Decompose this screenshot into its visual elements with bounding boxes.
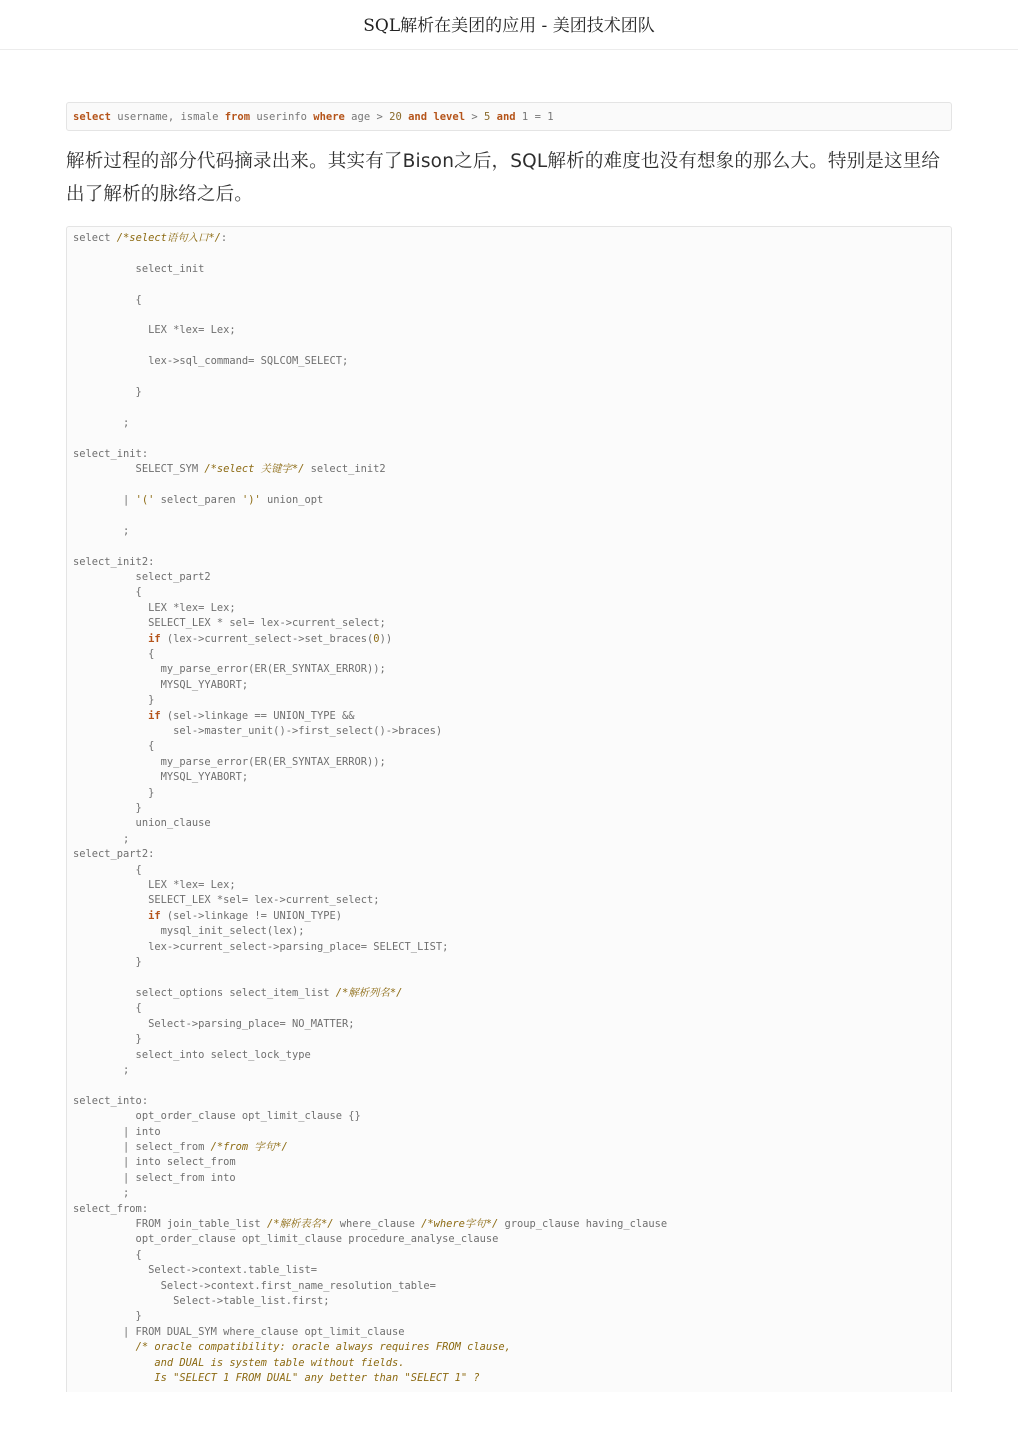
code-line: [73, 755, 945, 770]
inline-code-token: >: [465, 110, 484, 123]
page-title: SQL解析在美团的应用 - 美团技术团队: [363, 15, 655, 36]
code-token: select_init: [73, 262, 205, 275]
code-token: MYSQL_YYABORT;: [73, 678, 249, 691]
code-token: :: [220, 232, 228, 244]
code-token: ;: [73, 1187, 130, 1200]
code-line: [73, 524, 945, 539]
code-line: [73, 724, 945, 739]
code-line: [73, 508, 945, 523]
inline-code-token: age >: [344, 110, 390, 123]
code-comment: /*解析列名*/: [335, 986, 403, 999]
code-token: select_paren: [154, 493, 242, 506]
code-token: sel->master_unit()->first_select()->braces): [73, 725, 443, 737]
code-token: | select_from: [73, 1140, 211, 1153]
inline-code-token: and: [408, 110, 428, 123]
code-token: SELECT_LEX *sel= lex->current_select;: [73, 894, 380, 907]
code-line: [73, 493, 945, 508]
code-line: [73, 1155, 945, 1170]
code-line: [73, 1063, 945, 1078]
code-token: select_into select_lock_type: [73, 1048, 311, 1061]
code-line: [73, 739, 945, 754]
code-lines: [67, 227, 951, 1386]
code-line: [73, 447, 945, 462]
code-line: [73, 585, 945, 600]
code-block[interactable]: [66, 226, 952, 1392]
code-token: | select_from into: [73, 1171, 236, 1184]
code-token: opt_order_clause opt_limit_clause procedure_analyse_clause: [73, 1233, 499, 1246]
code-token: )): [379, 632, 393, 645]
code-token: ;: [73, 1063, 130, 1076]
code-token: select_part2: [73, 570, 211, 583]
code-token: {: [73, 586, 142, 599]
code-token: {: [73, 740, 155, 753]
code-token: my_parse_error(ER(ER_SYNTAX_ERROR));: [73, 755, 386, 768]
code-comment: /*select 关键字*/: [204, 463, 305, 476]
inline-code-token: userinfo: [250, 110, 314, 123]
code-token: (sel->linkage == UNION_TYPE &&: [160, 709, 355, 722]
code-line: [73, 1325, 945, 1340]
code-token: }: [73, 1310, 142, 1323]
code-line: [73, 431, 945, 446]
code-token: ;: [73, 832, 130, 845]
code-line: [73, 801, 945, 816]
code-token: ;: [73, 524, 130, 537]
code-line: [73, 616, 945, 631]
code-line: [73, 1048, 945, 1063]
code-token: Select->context.first_name_resolution_table=: [73, 1279, 436, 1292]
code-line: [73, 539, 945, 554]
code-token: ')': [241, 493, 261, 506]
code-token: }: [73, 386, 142, 399]
code-line: [73, 1232, 945, 1247]
code-line: [73, 1263, 945, 1278]
code-token: Select->parsing_place= NO_MATTER;: [73, 1017, 355, 1030]
code-token: MYSQL_YYABORT;: [73, 771, 249, 784]
article-paragraph: 解析过程的部分代码摘录出来。其实有了Bison之后，SQL解析的难度也没有想象的那么大。特别是这里给出了解析的脉络之后。: [66, 151, 941, 205]
code-line: [73, 1340, 945, 1355]
code-token: union_clause: [73, 817, 211, 830]
code-token: {: [73, 863, 142, 876]
code-line: [73, 678, 945, 693]
code-token: }: [73, 956, 142, 969]
code-line: [73, 1279, 945, 1294]
code-line: [73, 1248, 945, 1263]
code-token: (sel->linkage != UNION_TYPE): [160, 909, 343, 922]
code-token: select_init2: [304, 463, 386, 476]
code-comment: /*where字句*/: [421, 1218, 499, 1230]
code-line: [73, 832, 945, 847]
page-header: [0, 0, 1018, 50]
inline-code-token: 5: [483, 110, 491, 123]
code-token: {: [73, 1002, 142, 1015]
code-line: [73, 262, 945, 277]
code-line: [73, 940, 945, 955]
code-line: [73, 1171, 945, 1186]
code-comment: /*解析表名*/: [266, 1218, 334, 1230]
code-line: [73, 601, 945, 616]
code-line: [73, 955, 945, 970]
code-line: [73, 693, 945, 708]
code-token: mysql_init_select(lex);: [73, 925, 305, 938]
code-token: [73, 1357, 154, 1369]
code-token: select_options select_item_list: [73, 986, 336, 999]
code-token: }: [73, 1033, 142, 1046]
code-token: lex->sql_command= SQLCOM_SELECT;: [73, 355, 349, 368]
code-line: [73, 1140, 945, 1155]
code-token: [73, 1372, 154, 1384]
code-line: [73, 986, 945, 1001]
code-token: | into: [73, 1125, 161, 1138]
inline-code-token: select: [73, 110, 111, 123]
code-token: select_init2:: [73, 555, 155, 568]
code-token: select_part2:: [73, 848, 155, 861]
code-token: lex->current_select->parsing_place= SELECT_LIST;: [73, 940, 449, 953]
inline-code-token: 1 = 1: [515, 110, 554, 123]
code-token: SELECT_LEX * sel= lex->current_select;: [73, 617, 386, 630]
code-line: [73, 416, 945, 431]
code-line: [73, 1356, 945, 1371]
code-line: [73, 308, 945, 323]
code-line: [73, 370, 945, 385]
code-comment: /*select语句入口*/: [116, 232, 221, 244]
code-line: [73, 816, 945, 831]
code-line: [73, 893, 945, 908]
code-line: [73, 1078, 945, 1093]
code-token: }: [73, 802, 142, 815]
code-line: [73, 354, 945, 369]
code-line: [73, 277, 945, 292]
code-token: FROM join_table_list: [73, 1218, 267, 1230]
code-line: [73, 339, 945, 354]
code-line: [73, 847, 945, 862]
code-token: 0: [373, 632, 380, 645]
code-line: [73, 1017, 945, 1032]
code-token: select_into:: [73, 1094, 149, 1107]
article-content: [66, 102, 952, 1385]
code-line: [73, 323, 945, 338]
code-line: [73, 971, 945, 986]
code-line: [73, 878, 945, 893]
code-line: [73, 1217, 945, 1232]
code-line: [73, 632, 945, 647]
inline-code-token: from: [224, 110, 251, 123]
code-line: [73, 647, 945, 662]
code-line: [73, 1001, 945, 1016]
code-line: [73, 1186, 945, 1201]
code-line: [73, 863, 945, 878]
code-token: (lex->current_select->set_braces(: [160, 632, 374, 645]
code-line: [73, 909, 945, 924]
code-token: Select->context.table_list=: [73, 1264, 317, 1277]
code-token: ;: [73, 416, 130, 429]
code-token: | into select_from: [73, 1156, 236, 1169]
code-line: [73, 1094, 945, 1109]
code-line: [73, 385, 945, 400]
code-line: [73, 1032, 945, 1047]
code-token: LEX *lex= Lex;: [73, 879, 236, 892]
code-token: group_clause having_clause: [498, 1218, 668, 1230]
code-line: [73, 786, 945, 801]
code-token: Select->table_list.first;: [73, 1295, 330, 1308]
inline-code-token: level: [433, 110, 466, 123]
inline-code-token: username, ismale: [110, 110, 225, 123]
code-keyword: if: [148, 909, 161, 922]
code-token: [73, 710, 148, 722]
code-line: [73, 709, 945, 724]
code-token: select: [73, 232, 117, 244]
code-token: | FROM DUAL_SYM where_clause opt_limit_clause: [73, 1325, 405, 1338]
code-comment: Is "SELECT 1 FROM DUAL" any better than "SELECT 1" ?: [154, 1372, 480, 1385]
code-keyword: if: [148, 709, 161, 722]
code-token: }: [73, 786, 155, 799]
code-line: [73, 1309, 945, 1324]
code-token: {: [73, 293, 142, 306]
code-line: [73, 1371, 945, 1386]
code-line: [73, 293, 945, 308]
inline-code-token: where: [313, 110, 345, 123]
code-comment: and DUAL is system table without fields.: [154, 1356, 405, 1369]
code-token: [73, 1341, 136, 1353]
code-line: [73, 400, 945, 415]
code-line: [73, 246, 945, 261]
code-line: [73, 662, 945, 677]
code-line: [73, 1125, 945, 1140]
code-line: [73, 478, 945, 493]
code-token: [73, 910, 148, 922]
code-line: [73, 462, 945, 477]
code-token: }: [73, 694, 155, 707]
code-token: {: [73, 1248, 142, 1261]
inline-sql-code: [66, 102, 952, 131]
code-line: [73, 1202, 945, 1217]
code-keyword: if: [148, 632, 161, 645]
inline-code-token: 20: [389, 110, 402, 123]
code-token: [73, 633, 148, 645]
inline-code-token: and: [496, 110, 516, 123]
code-line: [73, 1294, 945, 1309]
code-comment: /* oracle compatibility: oracle always requires FROM clause,: [135, 1341, 511, 1354]
code-token: my_parse_error(ER(ER_SYNTAX_ERROR));: [73, 663, 386, 676]
code-token: SELECT_SYM: [73, 463, 205, 476]
code-token: LEX *lex= Lex;: [73, 324, 236, 337]
code-token: opt_order_clause opt_limit_clause {}: [73, 1110, 361, 1123]
code-line: [73, 231, 945, 246]
code-token: union_opt: [260, 493, 324, 506]
code-token: select_init:: [73, 447, 149, 460]
code-token: select_from:: [73, 1202, 149, 1215]
code-token: |: [73, 493, 136, 506]
code-line: [73, 555, 945, 570]
code-token: {: [73, 647, 155, 660]
code-comment: /*from 字句*/: [210, 1140, 288, 1153]
code-line: [73, 570, 945, 585]
code-token: LEX *lex= Lex;: [73, 601, 236, 614]
code-token: where_clause: [333, 1218, 422, 1230]
code-token: '(': [135, 493, 155, 506]
code-line: [73, 924, 945, 939]
code-line: [73, 1109, 945, 1124]
code-line: [73, 770, 945, 785]
